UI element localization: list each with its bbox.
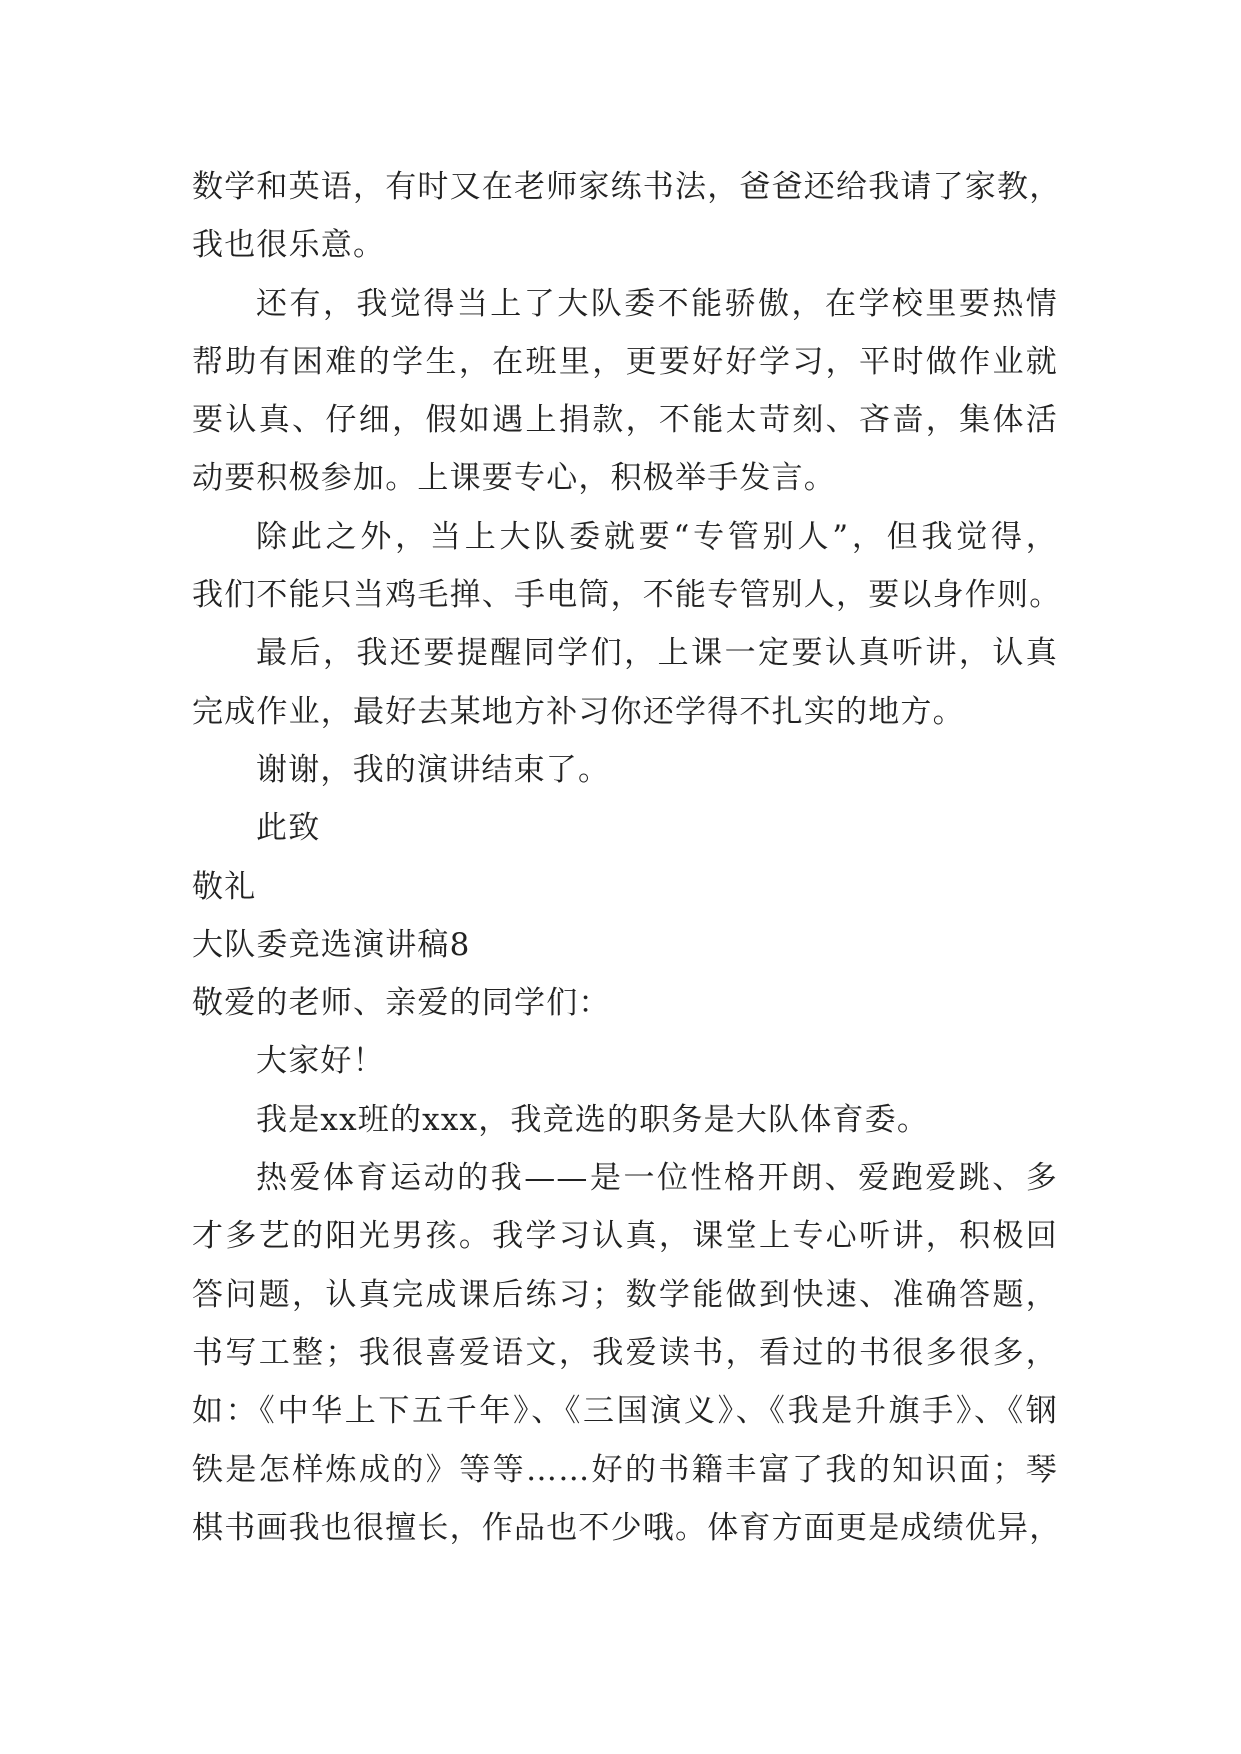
text-line: 动要积极参加。上课要专心，积极举手发言。 bbox=[192, 460, 836, 497]
closing-salutation: 此致 bbox=[256, 810, 321, 847]
text-line: 棋书画我也很擅长，作品也不少哦。体育方面更是成绩优异， bbox=[192, 1509, 1062, 1546]
text-line: 铁是怎样炼成的》等等……好的书籍丰富了我的知识面；琴 bbox=[192, 1451, 1058, 1488]
text-line: 才多艺的阳光男孩。我学习认真，课堂上专心听讲，积极回 bbox=[192, 1218, 1058, 1255]
text-line: 如：《中华上下五千年》、《三国演义》、《我是升旗手》、《钢 bbox=[192, 1393, 1058, 1430]
text-line: 我们不能只当鸡毛掸、手电筒，不能专管别人，要以身作则。 bbox=[192, 577, 1062, 614]
text-line: 答问题，认真完成课后练习；数学能做到快速、准确答题， bbox=[192, 1276, 1058, 1313]
text-line: 我也很乐意。 bbox=[192, 227, 386, 264]
paragraph-start-line: 谢谢，我的演讲结束了。 bbox=[256, 751, 611, 788]
text-line: 书写工整；我很喜爱语文，我爱读书，看过的书很多很多， bbox=[192, 1334, 1058, 1371]
closing-regards: 敬礼 bbox=[192, 868, 257, 905]
text-line: 完成作业，最好去某地方补习你还学得不扎实的地方。 bbox=[192, 693, 965, 730]
paragraph-start-line: 最后，我还要提醒同学们，上课一定要认真听讲，认真 bbox=[256, 635, 1058, 672]
paragraph-start-line: 热爱体育运动的我——是一位性格开朗、爱跑爱跳、多 bbox=[256, 1160, 1058, 1197]
paragraph-start-line: 大家好！ bbox=[256, 1043, 385, 1080]
text-line: 帮助有困难的学生，在班里，更要好好学习，平时做作业就 bbox=[192, 343, 1058, 380]
paragraph-start-line: 我是xx班的xxx，我竞选的职务是大队体育委。 bbox=[256, 1101, 930, 1138]
text-line: 数学和英语，有时又在老师家练书法，爸爸还给我请了家教， bbox=[192, 169, 1062, 205]
text-line: 要认真、仔细，假如遇上捐款，不能太苛刻、吝啬，集体活 bbox=[192, 402, 1058, 439]
paragraph-start-line: 除此之外，当上大队委就要“专管别人”，但我觉得， bbox=[256, 518, 1058, 555]
speech-text bbox=[192, 158, 1062, 1557]
paragraph-start-line: 还有，我觉得当上了大队委不能骄傲，在学校里要热情 bbox=[256, 285, 1058, 322]
section-title: 大队委竞选演讲稿8 bbox=[192, 926, 471, 963]
greeting-line: 敬爱的老师、亲爱的同学们： bbox=[192, 985, 611, 1022]
